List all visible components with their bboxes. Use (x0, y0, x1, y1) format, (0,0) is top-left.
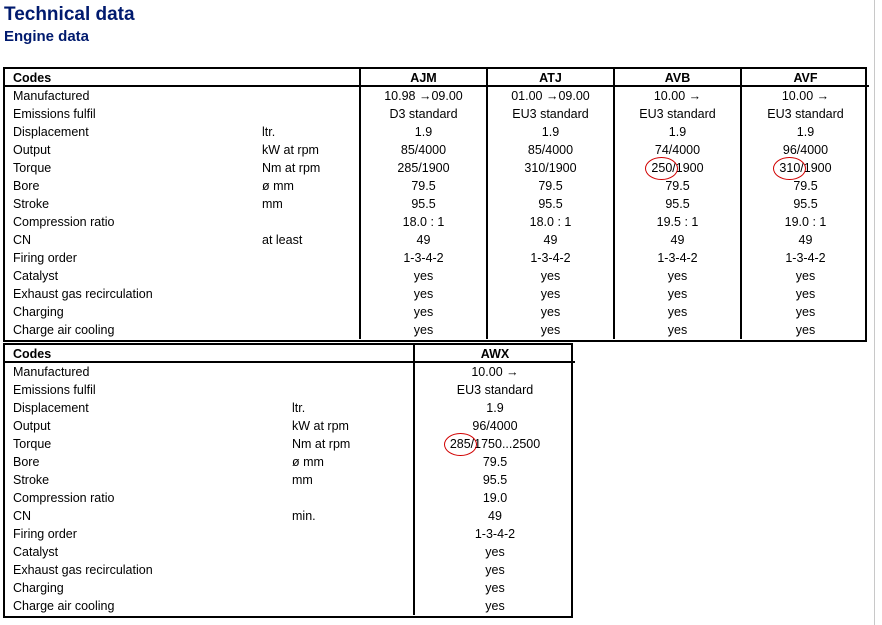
row-header-cell (5, 87, 361, 105)
row-label: Firing order (13, 527, 77, 541)
cell-value: 285/1900 (397, 161, 450, 175)
torque-value (651, 161, 703, 175)
value-cell (742, 177, 869, 195)
code-header-ajm: AJM (361, 69, 488, 87)
row-label: Output (13, 143, 51, 157)
value-cell (742, 141, 869, 159)
circled-number: 310 (779, 161, 801, 175)
row-label: Charging (13, 581, 64, 595)
value-cell (488, 105, 615, 123)
row-label: Firing order (13, 251, 77, 265)
row-header-cell (5, 321, 361, 339)
row-label: Exhaust gas recirculation (13, 563, 153, 577)
cell-value: yes (667, 323, 688, 337)
value-cell (361, 249, 488, 267)
row-header-cell (5, 597, 415, 615)
cell-value: 74/4000 (654, 143, 701, 157)
value-cell (615, 321, 742, 339)
value-cell (488, 213, 615, 231)
cell-value: yes (540, 305, 561, 319)
cell-value: 18.0 : 1 (529, 215, 572, 229)
cell-value: yes (413, 287, 434, 301)
value-cell (361, 87, 488, 105)
row-label: Manufactured (13, 89, 90, 103)
value-cell (742, 285, 869, 303)
page-subtitle: Engine data (4, 28, 90, 45)
cell-value: 49 (670, 233, 685, 247)
value-cell (615, 177, 742, 195)
row-label: Displacement (13, 125, 89, 139)
engine-data-table-main (3, 67, 867, 342)
value-cell (415, 435, 575, 453)
value-cell (361, 195, 488, 213)
cell-value: 96/4000 (782, 143, 829, 157)
row-label: Displacement (13, 401, 89, 415)
cell-value: 19.5 : 1 (656, 215, 699, 229)
cell-value: 95.5 (411, 197, 436, 211)
cell-value: 10.00 → (653, 89, 702, 103)
row-header-cell (5, 471, 415, 489)
cell-value: 310/1900 (524, 161, 577, 175)
row-header-cell (5, 417, 415, 435)
value-cell (415, 471, 575, 489)
value-cell (361, 177, 488, 195)
cell-value: EU3 standard (767, 107, 844, 121)
value-cell (742, 87, 869, 105)
row-header-cell (5, 579, 415, 597)
cell-value: 1-3-4-2 (657, 251, 698, 265)
value-cell (488, 195, 615, 213)
row-label: Emissions fulfil (13, 107, 96, 121)
row-label: Catalyst (13, 269, 59, 283)
value-cell (488, 303, 615, 321)
value-cell (415, 489, 575, 507)
cell-value: 49 (543, 233, 558, 247)
value-cell (415, 363, 575, 381)
row-header-cell (5, 303, 361, 321)
value-cell (488, 267, 615, 285)
cell-value: 95.5 (793, 197, 818, 211)
row-header-cell (5, 453, 415, 471)
cell-value: yes (795, 269, 816, 283)
row-header-cell (5, 159, 361, 177)
cell-value: 18.0 : 1 (402, 215, 445, 229)
value-cell (742, 231, 869, 249)
value-cell (361, 267, 488, 285)
cell-value: yes (795, 323, 816, 337)
value-cell (488, 123, 615, 141)
row-header-cell (5, 507, 415, 525)
cell-value: 1-3-4-2 (474, 527, 516, 541)
value-cell (415, 399, 575, 417)
codes-header: Codes (5, 345, 415, 363)
row-unit: at least (262, 233, 303, 247)
row-unit: kW at rpm (262, 143, 319, 157)
cell-value: 10.00 → (781, 89, 830, 103)
value-cell (415, 597, 575, 615)
row-unit: min. (292, 509, 316, 523)
value-cell (361, 105, 488, 123)
cell-value: 1.9 (796, 125, 815, 139)
row-header-cell (5, 543, 415, 561)
cell-value: 1.9 (668, 125, 687, 139)
value-cell (615, 285, 742, 303)
value-cell (615, 303, 742, 321)
row-header-cell (5, 213, 361, 231)
cell-value: 1-3-4-2 (785, 251, 826, 265)
cell-value: EU3 standard (639, 107, 716, 121)
value-cell (415, 579, 575, 597)
row-label: Bore (13, 179, 40, 193)
value-cell (488, 177, 615, 195)
cell-value: 1.9 (541, 125, 560, 139)
circled-number: 250 (651, 161, 673, 175)
cell-value: 1-3-4-2 (403, 251, 444, 265)
cell-value: 01.00 →09.00 (511, 89, 590, 103)
cell-value: yes (413, 305, 434, 319)
cell-value: 1.9 (414, 125, 433, 139)
circled-torque-value (779, 159, 800, 177)
row-label: CN (13, 233, 32, 247)
row-header-cell (5, 105, 361, 123)
cell-value: yes (795, 305, 816, 319)
row-label: Stroke (13, 473, 50, 487)
row-header-cell (5, 363, 415, 381)
cell-value: 95.5 (538, 197, 563, 211)
value-cell (742, 159, 869, 177)
row-label: Manufactured (13, 365, 90, 379)
circled-number: 285 (449, 437, 471, 451)
row-label: Catalyst (13, 545, 59, 559)
row-header-cell (5, 435, 415, 453)
value-cell (615, 249, 742, 267)
torque-value (779, 161, 831, 175)
cell-value: 79.5 (793, 179, 818, 193)
code-header-avf: AVF (742, 69, 869, 87)
cell-value: 79.5 (538, 179, 563, 193)
cell-value: yes (485, 545, 505, 559)
cell-value: 95.5 (665, 197, 690, 211)
torque-rest: /1900 (672, 161, 704, 175)
cell-value: 10.00 → (471, 365, 519, 379)
value-cell (488, 321, 615, 339)
row-header-cell (5, 231, 361, 249)
cell-value: yes (795, 287, 816, 301)
cell-value: 96/4000 (472, 419, 518, 433)
row-unit: Nm at rpm (292, 437, 351, 451)
value-cell (415, 507, 575, 525)
engine-data-table-awx (3, 343, 573, 618)
cell-value: 1-3-4-2 (530, 251, 571, 265)
value-cell (742, 321, 869, 339)
value-cell (742, 213, 869, 231)
row-header-cell (5, 141, 361, 159)
cell-value: yes (667, 305, 688, 319)
row-label: Emissions fulfil (13, 383, 96, 397)
value-cell (361, 303, 488, 321)
value-cell (361, 159, 488, 177)
value-cell (615, 123, 742, 141)
page-edge-divider (874, 0, 875, 625)
row-header-cell (5, 267, 361, 285)
value-cell (361, 231, 488, 249)
value-cell (742, 105, 869, 123)
row-unit: ø mm (292, 455, 324, 469)
row-header-cell (5, 249, 361, 267)
row-header-cell (5, 525, 415, 543)
row-label: Bore (13, 455, 40, 469)
cell-value: EU3 standard (456, 383, 534, 397)
value-cell (615, 213, 742, 231)
cell-value: 1.9 (486, 401, 504, 415)
value-cell (488, 141, 615, 159)
row-label: Charging (13, 305, 64, 319)
page-title: Technical data (4, 4, 135, 25)
torque-rest: /1750...2500 (470, 437, 541, 451)
cell-value: 85/4000 (527, 143, 574, 157)
value-cell (615, 159, 742, 177)
cell-value: 95.5 (482, 473, 508, 487)
value-cell (415, 525, 575, 543)
row-label: Torque (13, 161, 52, 175)
row-label: Compression ratio (13, 215, 115, 229)
cell-value: yes (540, 287, 561, 301)
row-label: Stroke (13, 197, 50, 211)
cell-value: EU3 standard (512, 107, 589, 121)
value-cell (615, 195, 742, 213)
row-unit: ltr. (292, 401, 306, 415)
row-unit: kW at rpm (292, 419, 349, 433)
value-cell (488, 285, 615, 303)
row-unit: mm (262, 197, 283, 211)
value-cell (615, 105, 742, 123)
value-cell (361, 285, 488, 303)
torque-rest: /1900 (800, 161, 832, 175)
value-cell (615, 141, 742, 159)
cell-value: D3 standard (389, 107, 458, 121)
cell-value: yes (667, 269, 688, 283)
cell-value: 79.5 (665, 179, 690, 193)
torque-value (450, 437, 540, 451)
cell-value: 49 (416, 233, 431, 247)
value-cell (415, 453, 575, 471)
cell-value: 19.0 (482, 491, 508, 505)
cell-value: 85/4000 (400, 143, 447, 157)
row-label: Charge air cooling (13, 599, 115, 613)
row-unit: ø mm (262, 179, 294, 193)
cell-value: yes (413, 269, 434, 283)
value-cell (415, 561, 575, 579)
cell-value: yes (485, 581, 505, 595)
row-label: Compression ratio (13, 491, 115, 505)
cell-value: yes (540, 323, 561, 337)
value-cell (615, 87, 742, 105)
row-header-cell (5, 381, 415, 399)
value-cell (361, 141, 488, 159)
row-header-cell (5, 561, 415, 579)
row-label: Charge air cooling (13, 323, 115, 337)
row-header-cell (5, 399, 415, 417)
row-label: Torque (13, 437, 52, 451)
circled-torque-value (450, 435, 471, 453)
value-cell (488, 231, 615, 249)
row-header-cell (5, 285, 361, 303)
circled-torque-value (651, 159, 672, 177)
row-unit: Nm at rpm (262, 161, 321, 175)
cell-value: 79.5 (411, 179, 436, 193)
value-cell (615, 231, 742, 249)
cell-value: yes (485, 563, 505, 577)
value-cell (415, 543, 575, 561)
cell-value: 10.98 →09.00 (384, 89, 463, 103)
codes-header: Codes (5, 69, 361, 87)
cell-value: 49 (798, 233, 813, 247)
value-cell (742, 303, 869, 321)
value-cell (488, 249, 615, 267)
value-cell (742, 123, 869, 141)
cell-value: 79.5 (482, 455, 508, 469)
cell-value: yes (540, 269, 561, 283)
value-cell (361, 213, 488, 231)
value-cell (742, 267, 869, 285)
value-cell (415, 381, 575, 399)
code-header-avb: AVB (615, 69, 742, 87)
row-unit: ltr. (262, 125, 276, 139)
value-cell (742, 249, 869, 267)
row-header-cell (5, 195, 361, 213)
value-cell (742, 195, 869, 213)
row-label: Output (13, 419, 51, 433)
value-cell (361, 321, 488, 339)
code-header-awx: AWX (415, 345, 575, 363)
value-cell (488, 87, 615, 105)
row-header-cell (5, 489, 415, 507)
cell-value: 49 (488, 509, 502, 523)
code-header-atj: ATJ (488, 69, 615, 87)
value-cell (615, 267, 742, 285)
row-header-cell (5, 177, 361, 195)
cell-value: yes (485, 599, 505, 613)
value-cell (488, 159, 615, 177)
cell-value: yes (667, 287, 688, 301)
row-header-cell (5, 123, 361, 141)
cell-value: 19.0 : 1 (784, 215, 827, 229)
row-unit: mm (292, 473, 313, 487)
cell-value: yes (413, 323, 434, 337)
row-label: CN (13, 509, 32, 523)
value-cell (415, 417, 575, 435)
value-cell (361, 123, 488, 141)
row-label: Exhaust gas recirculation (13, 287, 153, 301)
